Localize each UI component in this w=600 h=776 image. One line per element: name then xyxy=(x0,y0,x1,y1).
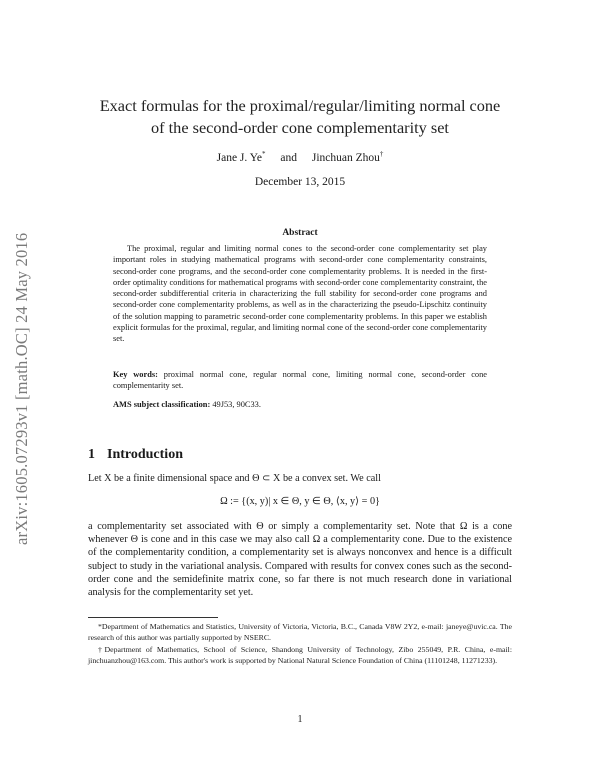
title-line-1: Exact formulas for the proximal/regular/limiting normal cone xyxy=(99,96,501,115)
keywords-text: proximal normal cone, regular normal cone, limiting normal cone, second-order cone complementarity set. xyxy=(113,370,488,391)
intro-first-line: Let X be a finite dimensional space and Θ ⊂ X be a convex set. We call xyxy=(88,473,381,484)
ams-classification xyxy=(113,400,487,409)
display-equation: Ω := {(x, y)| x ∈ Θ, y ∈ Θ, ⟨x, y⟩ = 0} xyxy=(220,496,380,507)
abstract-heading: Abstract xyxy=(282,228,318,238)
footnote-rule xyxy=(88,617,218,618)
footnote-2: †Department of Mathematics, School of Science, Shandong University of Technology, Zibo 255049, P.R. China, e-mail: jinchuanzhou@163.com. This author's work is supported by National Natural Science Foundation of China (11101248, 11271233). xyxy=(88,645,512,665)
keywords-label: Key words: xyxy=(113,370,158,379)
author-list xyxy=(80,150,520,164)
author-1: Jane J. Ye xyxy=(216,152,262,164)
section-number: 1 xyxy=(88,447,95,462)
footnote-1: *Department of Mathematics and Statistics, University of Victoria, Victoria, B.C., Canada V8W 2Y2, e-mail: janeye@uvic.ca. The research of this author was partially supported by NSERC. xyxy=(88,622,512,642)
section-heading xyxy=(88,447,183,463)
paper-date: December 13, 2015 xyxy=(254,176,346,188)
paper-title xyxy=(80,95,520,139)
page-number: 1 xyxy=(297,714,303,725)
author-1-footnote-mark: * xyxy=(261,150,266,158)
abstract-body: The proximal, regular and limiting normal cones to the second-order cone complementarity set play important roles in studying mathematical programs with second-order cone complementarity constraints, second-order cone programs, and the second-order cone complementarity problems. It is needed in the first-order optimality conditions for mathematical programs with second-order cone complementarity constraint, the second-order subdifferential criteria in characterizing the full stability for second-order cone programs and second-order cone complementarity problems, as well as in the characterizing the pseudo-Lipschitz continuity of the solution mapping to parametric second-order cone complementarity problems. In this paper we establish explicit formulas for the proximal, regular, and limiting normal cone of the second-order cone complementarity set. xyxy=(113,244,487,344)
section-title: Introduction xyxy=(107,447,183,462)
author-conjunction: and xyxy=(280,152,297,164)
ams-label: AMS subject classification: xyxy=(113,400,211,409)
ams-text: 49J53, 90C33. xyxy=(212,400,261,409)
author-2-footnote-mark: † xyxy=(379,150,384,158)
title-line-2: of the second-order cone complementarity set xyxy=(151,118,449,137)
author-2: Jinchuan Zhou xyxy=(311,152,380,164)
keywords xyxy=(113,369,487,392)
intro-paragraph: a complementarity set associated with Θ or simply a complementarity set. Note that Ω is a cone whenever Θ is cone and in this case we may also call Ω a complementarity cone. Due to the existence of the complementarity condition, a complementarity set is always nonconvex and hence is a difficult subject to study in the variational analysis. Compared with results for convex cones such as the second-order cone and the semidefinite matrix cone, so far there is not much research done in variational analysis for the complementarity set yet. xyxy=(88,521,512,599)
arxiv-identifier-stamp: arXiv:1605.07293v1 [math.OC] 24 May 2016 xyxy=(12,232,31,545)
